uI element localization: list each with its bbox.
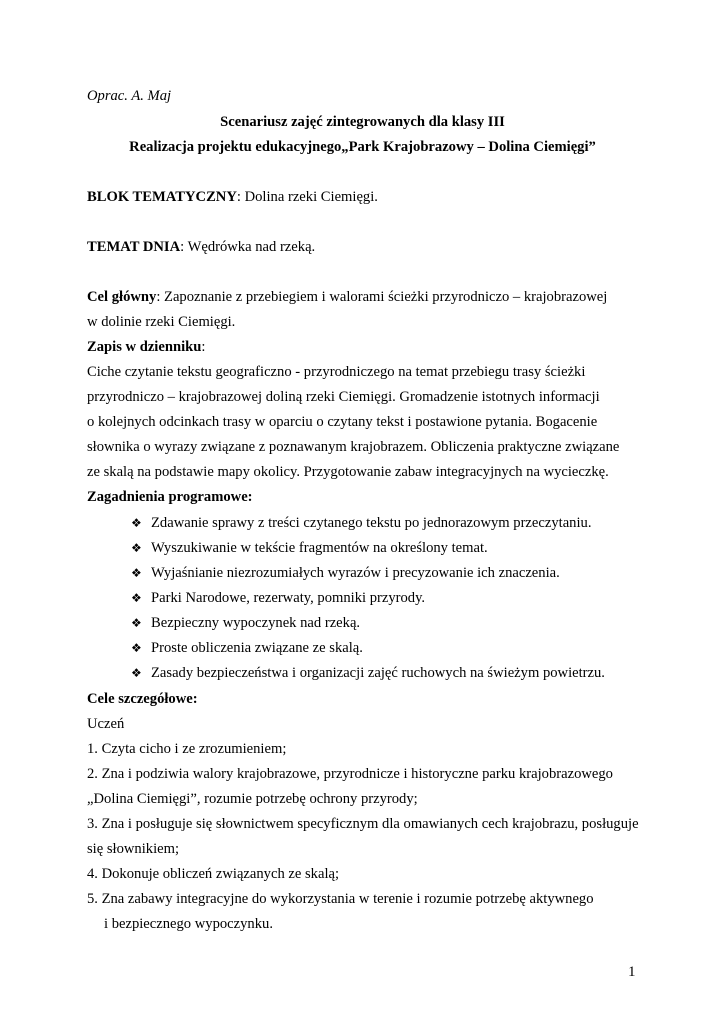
- temat-text: : Wędrówka nad rzeką.: [180, 239, 316, 255]
- cele-line: 4. Dokonuje obliczeń związanych ze skalą;: [87, 866, 340, 882]
- cele-line: i bezpiecznego wypoczynku.: [104, 916, 273, 932]
- cel-glowny: [87, 288, 607, 306]
- diamond-bullet-icon: ❖: [131, 541, 142, 555]
- document-subtitle: Realizacja projektu edukacyjnego„Park Krajobrazowy – Dolina Ciemięgi”: [129, 139, 596, 155]
- cele-intro: Uczeń: [87, 716, 125, 732]
- list-item: [131, 664, 605, 682]
- list-item: [131, 514, 591, 532]
- list-item-text: Zasady bezpieczeństwa i organizacji zajęć ruchowych na świeżym powietrzu.: [151, 665, 605, 681]
- list-item-text: Wyjaśnianie niezrozumiałych wyrazów i precyzowanie ich znaczenia.: [151, 565, 560, 581]
- blok-text: : Dolina rzeki Ciemięgi.: [236, 189, 378, 205]
- list-item: [131, 639, 363, 657]
- zapis-heading: [87, 338, 205, 356]
- diamond-bullet-icon: ❖: [131, 566, 142, 580]
- zapis-line: Ciche czytanie tekstu geograficzno - przyrodniczego na temat przebiegu trasy ścieżki: [87, 364, 586, 380]
- blok-tematyczny: [87, 188, 378, 206]
- list-item: [131, 614, 360, 632]
- list-item-text: Proste obliczenia związane ze skalą.: [151, 640, 363, 656]
- cele-line: 2. Zna i podziwia walory krajobrazowe, przyrodnicze i historyczne parku krajobrazowego: [87, 766, 613, 782]
- list-item-text: Bezpieczny wypoczynek nad rzeką.: [151, 615, 361, 631]
- temat-label: TEMAT DNIA: [87, 239, 181, 255]
- zapis-line: przyrodniczo – krajobrazowej doliną rzeki Ciemięgi. Gromadzenie istotnych informacji: [87, 389, 600, 405]
- list-item-text: Zdawanie sprawy z treści czytanego tekstu po jednorazowym przeczytaniu.: [151, 515, 592, 531]
- diamond-bullet-icon: ❖: [131, 591, 142, 605]
- list-item-text: Parki Narodowe, rezerwaty, pomniki przyrody.: [151, 590, 426, 606]
- cele-line: 1. Czyta cicho i ze zrozumieniem;: [87, 741, 287, 757]
- zapis-line: o kolejnych odcinkach trasy w oparciu o czytany tekst i postawione pytania. Bogacenie: [87, 414, 598, 430]
- diamond-bullet-icon: ❖: [131, 666, 142, 680]
- diamond-bullet-icon: ❖: [131, 516, 142, 530]
- cele-heading: Cele szczegółowe:: [87, 691, 198, 707]
- cele-line: się słownikiem;: [87, 841, 180, 857]
- document-title: Scenariusz zajęć zintegrowanych dla klasy III: [220, 114, 505, 130]
- zapis-line: ze skalą na podstawie mapy okolicy. Przygotowanie zabaw integracyjnych na wycieczkę.: [87, 464, 609, 480]
- zapis-label: Zapis w dzienniku: [87, 339, 202, 355]
- list-item: [131, 589, 425, 607]
- diamond-bullet-icon: ❖: [131, 616, 142, 630]
- diamond-bullet-icon: ❖: [131, 641, 142, 655]
- cele-line: 5. Zna zabawy integracyjne do wykorzystania w terenie i rozumie potrzebę aktywnego: [87, 891, 594, 907]
- cel-glowny-cont: w dolinie rzeki Ciemięgi.: [87, 314, 236, 330]
- zapis-line: słownika o wyrazy związane z poznawanym krajobrazem. Obliczenia praktyczne związane: [87, 439, 620, 455]
- zapis-colon: :: [201, 339, 206, 355]
- page-number: 1: [628, 964, 636, 980]
- cel-text: : Zapoznanie z przebiegiem i walorami ścieżki przyrodniczo – krajobrazowej: [156, 289, 608, 305]
- temat-dnia: [87, 238, 315, 256]
- list-item: [131, 539, 488, 557]
- zagadnienia-heading: Zagadnienia programowe:: [87, 489, 253, 505]
- blok-label: BLOK TEMATYCZNY: [87, 189, 237, 205]
- list-item-text: Wyszukiwanie w tekście fragmentów na określony temat.: [151, 540, 488, 556]
- author-note: Oprac. A. Maj: [87, 88, 172, 104]
- cele-line: 3. Zna i posługuje się słownictwem specyficznym dla omawianych cech krajobrazu, posługuje: [87, 816, 639, 832]
- cel-label: Cel główny: [87, 289, 157, 305]
- cele-line: „Dolina Ciemięgi”, rozumie potrzebę ochrony przyrody;: [87, 791, 418, 807]
- list-item: [131, 564, 560, 582]
